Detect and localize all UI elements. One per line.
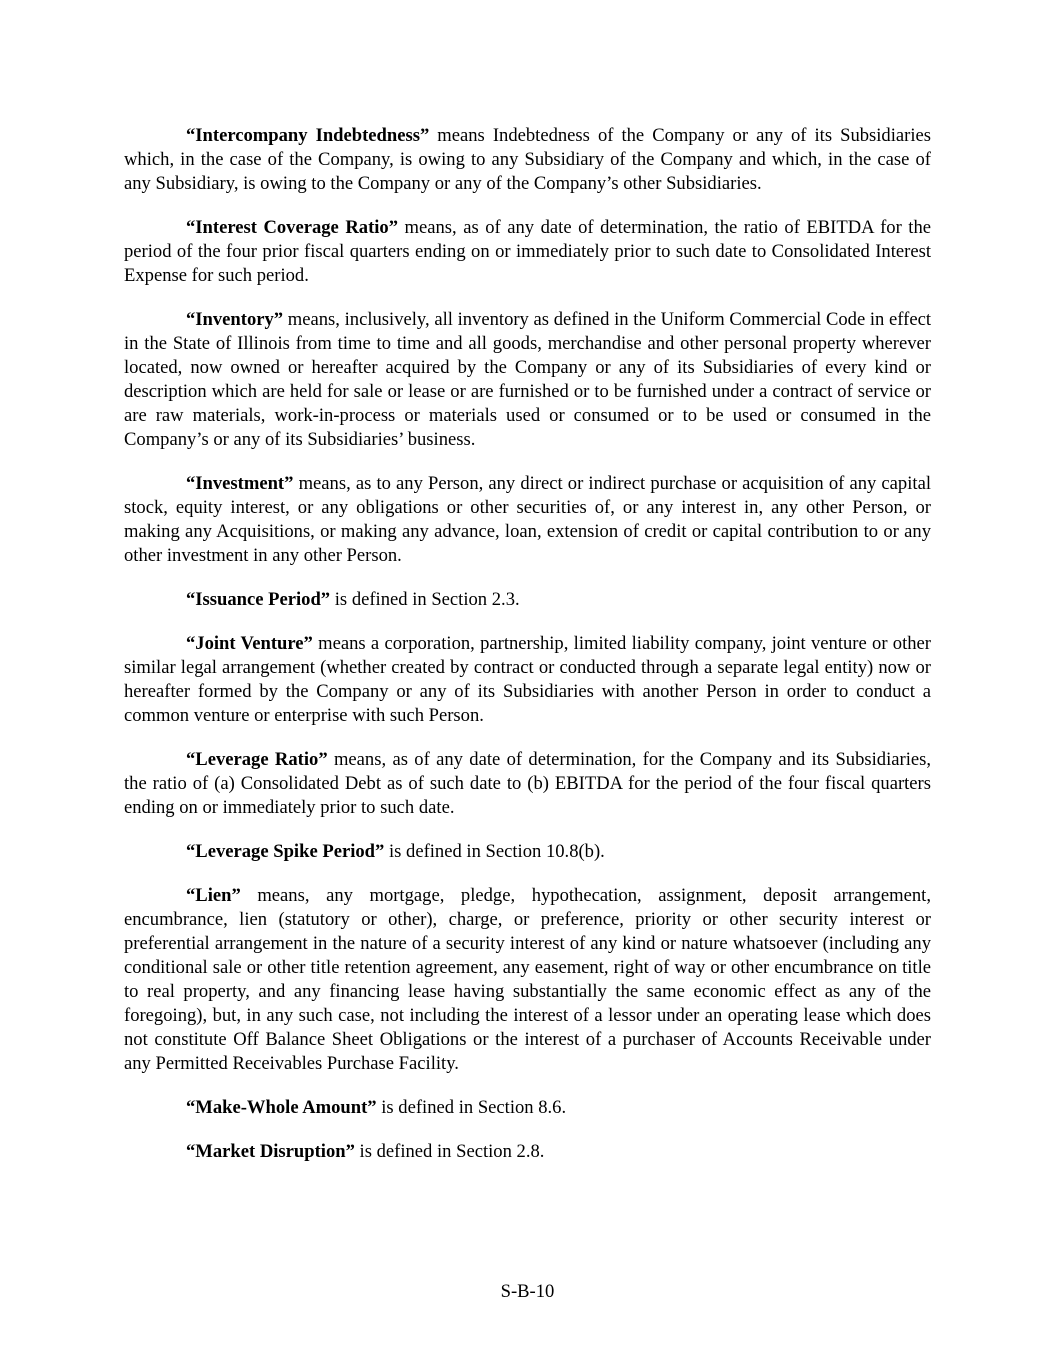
definition-leverage-spike-period [124, 840, 931, 864]
definition-market-disruption [124, 1140, 931, 1164]
defined-term: “Joint Venture” [186, 633, 313, 654]
definition-text: means a corporation, partnership, limited liability company, joint venture or other similar legal arrangement (whether created by contract or conducted through a separate legal entity) now or hereafter formed by the Company or any of its Subsidiaries with another Person in order to conduct a common venture or enterprise with such Person. [124, 633, 931, 726]
definition-investment [124, 472, 931, 568]
definition-leverage-ratio [124, 748, 931, 820]
defined-term: “Interest Coverage Ratio” [186, 217, 399, 238]
defined-term: “Inventory” [186, 309, 284, 330]
definition-joint-venture [124, 632, 931, 728]
document-body [124, 124, 931, 1184]
definition-text: is defined in Section 10.8(b). [388, 841, 605, 862]
defined-term: “Market Disruption” [186, 1141, 355, 1162]
definition-intercompany-indebtedness [124, 124, 931, 196]
defined-term: “Issuance Period” [186, 589, 331, 610]
definition-interest-coverage-ratio [124, 216, 931, 288]
defined-term: “Investment” [186, 473, 294, 494]
definition-lien [124, 884, 931, 1076]
definition-text: is defined in Section 2.8. [359, 1141, 545, 1162]
definition-text: means Indebtedness of the Company or any of its Subsidiaries which, in the case of the Company, is owing to any Subsidiary of the Company and which, in the case of any Subsidiary, is owing to the Company or any of the Company’s other Subsidiaries. [124, 125, 931, 194]
definition-text: means, as of any date of determination, for the Company and its Subsidiaries, the ratio of (a) Consolidated Debt as of such date to (b) EBITDA for the period of the four fiscal quarters ending on or immediately prior to such date. [124, 749, 931, 818]
definition-text: is defined in Section 8.6. [381, 1097, 567, 1118]
page-number: S-B-10 [500, 1281, 555, 1302]
definition-text: means, as of any date of determination, the ratio of EBITDA for the period of the four prior fiscal quarters ending on or immediately prior to such date to Consolidated Interest Expense for such period. [124, 217, 931, 286]
defined-term: “Leverage Spike Period” [186, 841, 385, 862]
defined-term: “Make-Whole Amount” [186, 1097, 377, 1118]
definition-inventory [124, 308, 931, 452]
definition-text: is defined in Section 2.3. [334, 589, 520, 610]
definition-text: means, inclusively, all inventory as defined in the Uniform Commercial Code in effect in the State of Illinois from time to time and all goods, merchandise and other personal property wherever located, now owned or hereafter acquired by the Company or any of its Subsidiaries of every kind or description which are held for sale or lease or are furnished or to be furnished under a contract of service or are raw materials, work-in-process or materials used or consumed or to be used or consumed in the Company’s or any of its Subsidiaries’ business. [124, 309, 931, 450]
definition-make-whole-amount [124, 1096, 931, 1120]
definition-text: means, any mortgage, pledge, hypothecation, assignment, deposit arrangement, encumbrance, lien (statutory or other), charge, or preference, priority or other security interest or preferential arrangement in the nature of a security interest of any kind or nature whatsoever (including any conditional sale or other title retention agreement, any easement, right of way or other encumbrance on title to real property, and any financing lease having substantially the same economic effect as any of the foregoing), but, in any such case, not including the interest of a lessor under an operating lease which does not constitute Off Balance Sheet Obligations or the interest of a purchaser of Accounts Receivable under any Permitted Receivables Purchase Facility. [124, 885, 931, 1074]
defined-term: “Intercompany Indebtedness” [186, 125, 430, 146]
defined-term: “Leverage Ratio” [186, 749, 328, 770]
definition-text: means, as to any Person, any direct or indirect purchase or acquisition of any capital stock, equity interest, or any obligations or other securities of, or any interest in, any other Person, or making any Acquisitions, or making any advance, loan, extension of credit or capital contribution to or any other investment in any other Person. [124, 473, 931, 566]
defined-term: “Lien” [186, 885, 241, 906]
definition-issuance-period [124, 588, 931, 612]
